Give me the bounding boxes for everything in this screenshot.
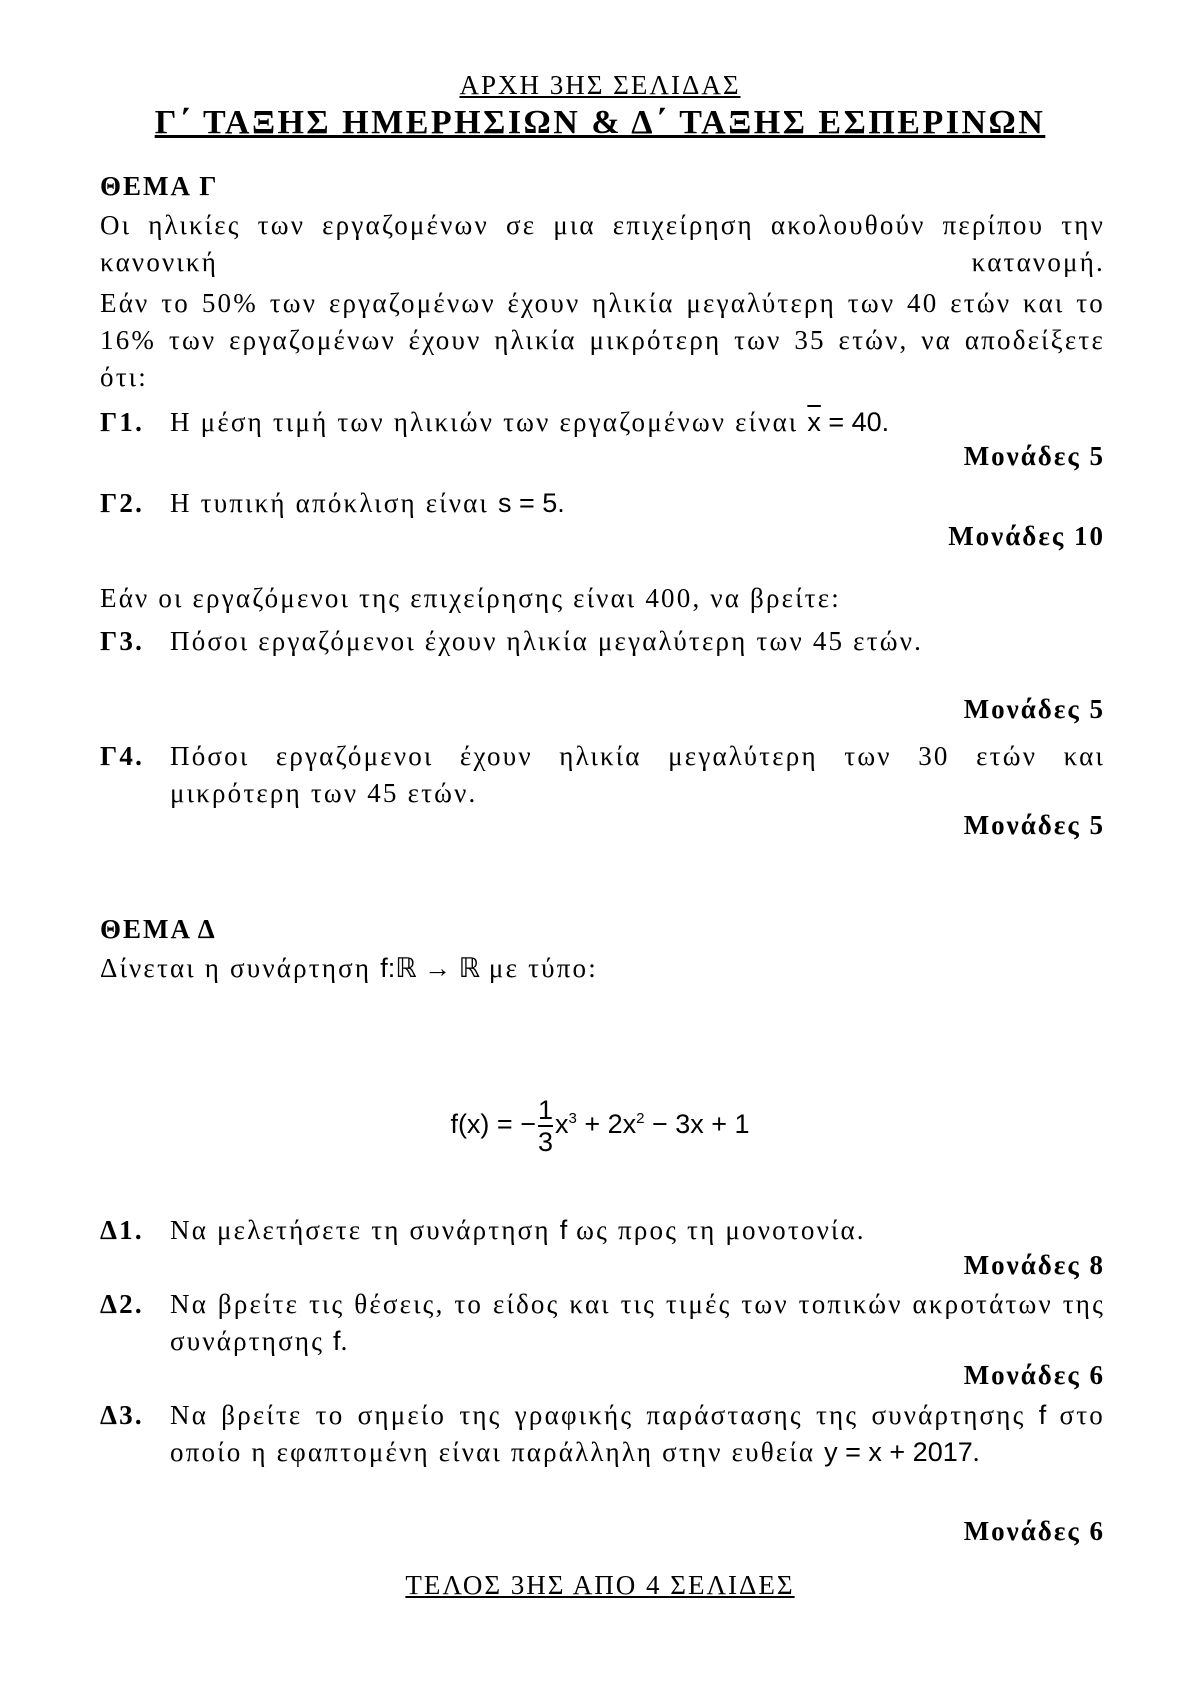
question-g3-number: Γ3.: [100, 626, 145, 656]
question-d2-text2: .: [340, 1326, 350, 1356]
question-d1: [100, 1212, 1105, 1249]
question-d2: [100, 1286, 1105, 1360]
question-g4-marks: Μονάδες 5: [963, 810, 1105, 840]
question-g3-marks: Μονάδες 5: [963, 694, 1105, 724]
question-d3-text3: .: [972, 1437, 982, 1467]
formula-mid: + 2x: [576, 1109, 637, 1140]
question-g2-text: Η τυπική απόκλιση είναι: [170, 488, 498, 518]
question-d3-text1: Να βρείτε το σημείο της γραφικής παράστασης της συνάρτησης: [170, 1400, 1039, 1430]
question-d2-math: f: [333, 1326, 341, 1356]
question-d3: [100, 1397, 1105, 1471]
question-g4: [100, 738, 1105, 812]
thema-g-intro1: Οι ηλικίες των εργαζομένων σε μια επιχείρηση ακολουθούν περίπου την κανονική κατανομή.: [100, 210, 1105, 277]
question-g4-number: Γ4.: [100, 741, 145, 771]
page-header-main: Γ΄ ΤΑΞΗΣ ΗΜΕΡΗΣΙΩΝ & Δ΄ ΤΑΞΗΣ ΕΣΠΕΡΙΝΩΝ: [154, 104, 1046, 141]
question-d3-text2: στο οποίο η εφαπτομένη είναι παράλληλη στην ευθεία: [170, 1400, 1105, 1467]
formula-exp3: 3: [568, 1110, 577, 1128]
thema-d-intro-math: f:ℝ → ℝ: [380, 953, 480, 983]
formula-exp2: 2: [636, 1110, 645, 1128]
thema-d-intro-end: με τύπο:: [479, 953, 598, 983]
thema-d-intro-text: Δίνεται η συνάρτηση: [100, 953, 381, 983]
formula-fraction-denominator: 3: [537, 1127, 553, 1157]
thema-d-title: ΘΕΜΑ Δ: [100, 914, 217, 944]
thema-g-title: ΘΕΜΑ Γ: [100, 171, 219, 201]
formula-lhs: f(x) = −: [450, 1109, 536, 1140]
question-g2: [100, 485, 1105, 522]
question-g1-text: Η μέση τιμή των ηλικιών των εργαζομένων είναι: [170, 407, 808, 437]
question-d3-math: f: [1038, 1400, 1047, 1430]
formula-x3: x: [555, 1109, 569, 1140]
question-d3-math2: y = x + 2017: [824, 1437, 973, 1467]
question-d2-marks: Μονάδες 6: [963, 1360, 1105, 1390]
question-g4-text: Πόσοι εργαζόμενοι έχουν ηλικία μεγαλύτερη των 30 ετών και μικρότερη των 45 ετών.: [170, 741, 1105, 808]
question-g2-math: s = 5.: [497, 488, 565, 518]
formula-fraction: [538, 1095, 553, 1157]
question-d3-marks: Μονάδες 6: [963, 1516, 1105, 1546]
formula-tail: − 3x + 1: [644, 1109, 750, 1140]
page-footer: ΤΕΛΟΣ 3ΗΣ ΑΠΟ 4 ΣΕΛΙΔΕΣ: [405, 1570, 795, 1600]
question-g1-marks: Μονάδες 5: [963, 441, 1105, 471]
question-g2-number: Γ2.: [100, 488, 145, 518]
question-d2-number: Δ2.: [100, 1289, 144, 1319]
thema-g-intro3: Εάν οι εργαζόμενοι της επιχείρησης είναι 400, να βρείτε:: [100, 583, 841, 613]
function-formula: [0, 1095, 1200, 1157]
formula-fraction-numerator: 1: [537, 1095, 553, 1125]
question-g1-math-xbar: $\overline{x}$: [807, 407, 821, 437]
question-g3: [100, 623, 1105, 660]
page-header-top: ΑΡΧΗ 3ΗΣ ΣΕΛΙΔΑΣ: [459, 70, 741, 100]
question-d1-marks: Μονάδες 8: [963, 1250, 1105, 1280]
question-d2-text1: Να βρείτε τις θέσεις, το είδος και τις τιμές των τοπικών ακροτάτων της συνάρτησης: [170, 1289, 1105, 1356]
question-g1: [100, 404, 1105, 441]
question-d1-text2: ως προς τη μονοτονία.: [567, 1215, 866, 1245]
thema-d-intro: [100, 950, 1105, 987]
question-g1-math-value: = 40.: [820, 407, 890, 437]
question-g2-marks: Μονάδες 10: [948, 521, 1105, 551]
question-d1-math: f: [559, 1215, 568, 1245]
question-d1-text1: Να μελετήσετε τη συνάρτηση: [170, 1215, 560, 1245]
question-d1-number: Δ1.: [100, 1215, 144, 1245]
question-g1-number: Γ1.: [100, 407, 145, 437]
question-d3-number: Δ3.: [100, 1400, 144, 1430]
question-g3-text: Πόσοι εργαζόμενοι έχουν ηλικία μεγαλύτερη των 45 ετών.: [170, 626, 924, 656]
thema-g-intro2: Εάν το 50% των εργαζομένων έχουν ηλικία μεγαλύτερη των 40 ετών και το 16% των εργαζομένων έχουν ηλικία μικρότερη των 35 ετών, να αποδείξετε ότι:: [100, 288, 1105, 392]
